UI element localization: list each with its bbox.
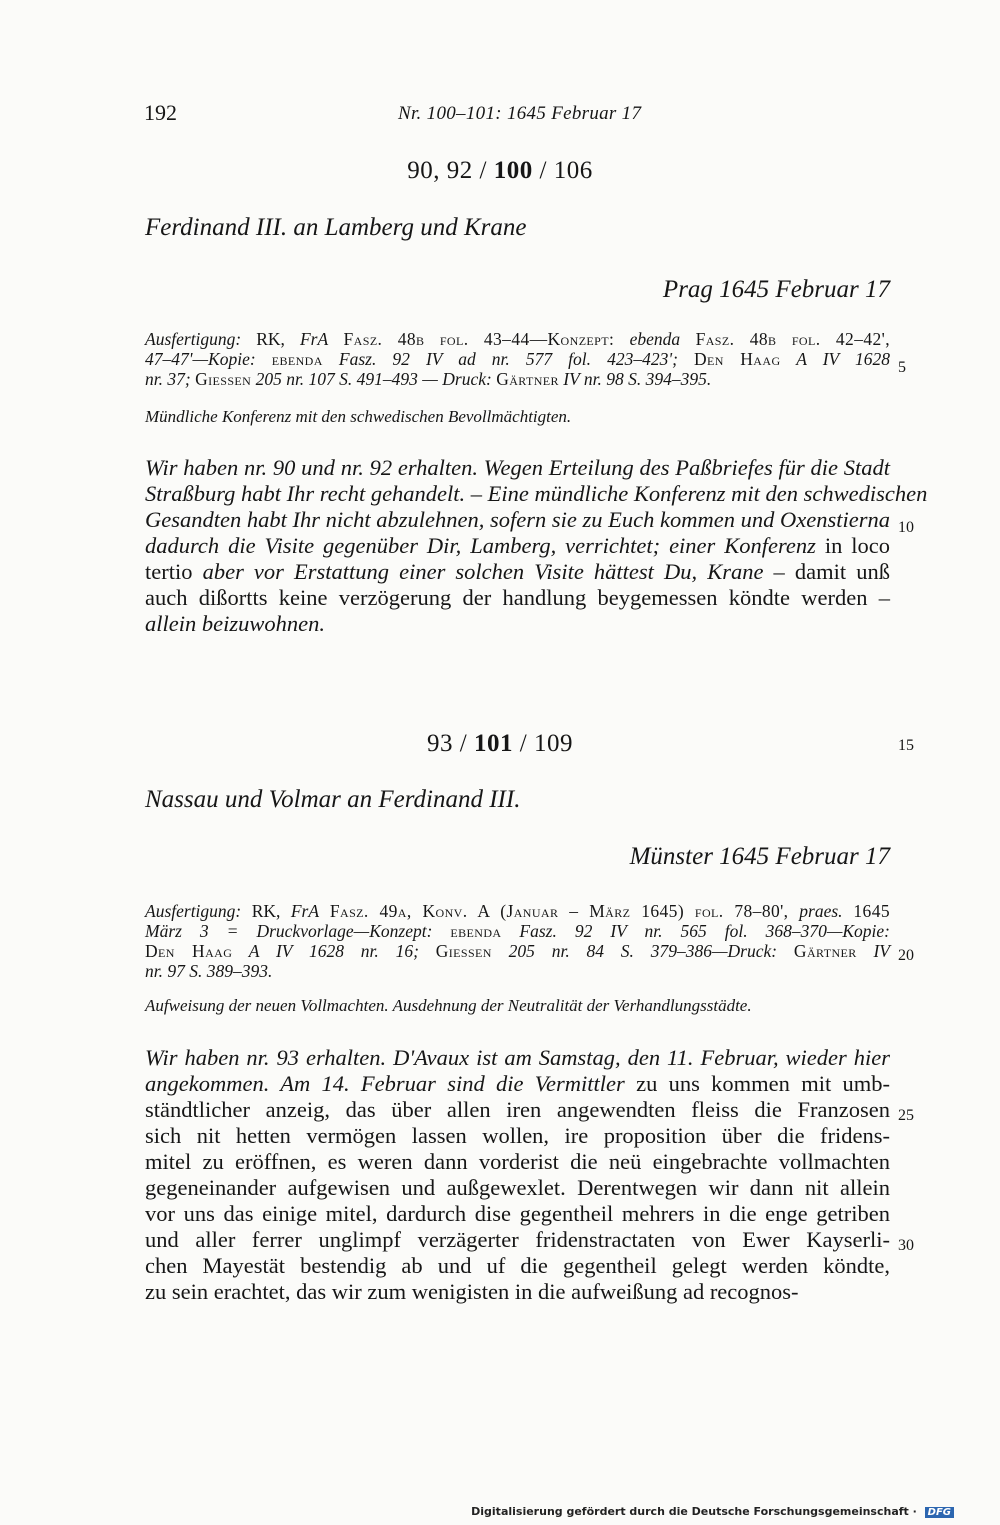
source-segment: FrA — [299, 329, 329, 349]
body-segment: in loco — [815, 533, 890, 558]
source-segment: Fasz. 92 IV nr. 565 fol. 368–370—Kopie: — [501, 921, 891, 941]
doc-prev-ref: 90, 92 — [407, 157, 473, 184]
body-segment: gegeneinander aufgewisen und außgewexlet. Derentwegen wir dann nit allein — [145, 1175, 890, 1200]
dfg-logo: DFG — [925, 1507, 954, 1518]
source-segment: Gärtner — [496, 369, 559, 389]
source-line — [145, 901, 890, 921]
body-segment: mitel zu eröffnen, es weren dann vorderist die neü eingebrachte vollmachten — [145, 1149, 890, 1174]
body-line — [145, 559, 890, 585]
place-date: Prag 1645 Februar 17 — [662, 276, 890, 303]
document-number-101 — [0, 730, 1000, 758]
funding-footer: Digitalisierung gefördert durch die Deutsche Forschungsgemeinschaft · DFG — [471, 1505, 954, 1518]
summary-line: Aufweisung der neuen Vollmachten. Ausdehnung der Neutralität der Verhandlungsstädte. — [145, 996, 752, 1015]
place-date: Münster 1645 Februar 17 — [629, 843, 890, 870]
source-segment: IV — [856, 941, 890, 961]
source-line — [145, 329, 890, 349]
doc-main-number: 101 — [474, 730, 513, 757]
body-line — [145, 585, 890, 611]
body-line — [145, 481, 928, 507]
body-segment: dadurch die Visite gegenüber Dir, Lamberg, verrichtet; einer Konferenz — [145, 533, 816, 558]
source-apparatus — [145, 901, 890, 981]
source-segment: 47–47'—Kopie: — [145, 349, 272, 369]
body-line — [145, 1253, 890, 1279]
source-line — [145, 961, 890, 981]
body-line — [145, 1175, 890, 1201]
body-line — [145, 1071, 890, 1097]
body-segment: auch dißortts keine verzögerung der handlung beygemessen köndte werden – — [145, 585, 890, 610]
source-segment: Gärtner — [793, 941, 857, 961]
source-segment: ebenda — [629, 329, 681, 349]
source-segment: FrA — [290, 901, 320, 921]
source-segment: 205 nr. 107 S. 491–493 — Druck: — [251, 369, 497, 389]
line-number: 5 — [898, 359, 906, 376]
body-line — [145, 611, 890, 637]
source-line — [145, 941, 890, 961]
source-segment: 1645 — [842, 901, 891, 921]
source-segment: praes. — [799, 901, 843, 921]
body-segment: zu uns kommen mit umb- — [624, 1071, 890, 1096]
doc-next-ref: 109 — [533, 730, 573, 757]
body-segment: allein beizuwohnen. — [145, 611, 325, 636]
source-segment: A IV 1628 — [780, 349, 890, 369]
body-segment: tertio — [145, 559, 203, 584]
source-segment: A IV 1628 nr. 16; — [232, 941, 436, 961]
source-segment: IV nr. 98 S. 394–395. — [558, 369, 712, 389]
doc-main-number: 100 — [493, 157, 533, 184]
body-line — [145, 1123, 890, 1149]
source-line — [145, 349, 890, 369]
document-heading: Nassau und Volmar an Ferdinand III. — [145, 786, 521, 813]
source-segment: Den Haag — [145, 941, 233, 961]
source-segment: RK, — [251, 901, 291, 921]
source-segment: Fasz. 48b fol. 42–42', — [680, 329, 890, 349]
source-segment: nr. 37; — [145, 369, 196, 389]
source-segment: Fasz. 92 IV ad nr. 577 fol. 423–423'; — [322, 349, 694, 369]
line-number: 15 — [898, 737, 914, 754]
source-apparatus — [145, 329, 890, 389]
document-number-100 — [0, 157, 1000, 185]
body-segment: – damit unß — [763, 559, 890, 584]
doc-separator: / — [479, 157, 487, 184]
running-title: Nr. 100–101: 1645 Februar 17 — [398, 103, 642, 124]
source-segment: nr. 97 S. 389–393. — [145, 961, 273, 981]
body-line — [145, 455, 890, 481]
source-segment: ebenda — [271, 349, 323, 369]
source-segment: RK, — [256, 329, 300, 349]
funding-note: Digitalisierung gefördert durch die Deutsche Forschungsgemeinschaft — [471, 1505, 909, 1518]
body-segment: und aller ferrer unglimpf verzägerter fridenstractaten von Ewer Kayserli- — [145, 1227, 890, 1252]
body-segment: vor uns das einige mitel, dardurch dise gegentheil mehrers in die enge getriben — [145, 1201, 890, 1226]
body-line — [145, 533, 890, 559]
source-segment: Fasz. 49a, Konv. A (Januar – März 1645) fol. 78–80', — [319, 901, 800, 921]
doc-separator: / — [459, 730, 468, 757]
body-line — [145, 1227, 890, 1253]
body-line — [145, 1201, 890, 1227]
page-number: 192 — [144, 100, 177, 125]
body-segment: angekommen. Am 14. Februar sind die Vermittler — [145, 1071, 625, 1096]
doc-separator: / — [519, 730, 528, 757]
source-segment: Ausfertigung: — [145, 329, 257, 349]
body-segment: Gesandten habt Ihr nicht abzulehnen, sofern sie zu Euch kommen und Oxenstierna — [145, 507, 890, 532]
source-segment: Fasz. 48b fol. 43–44—Konzept: — [328, 329, 630, 349]
body-segment: Wir haben nr. 93 erhalten. D'Avaux ist am Samstag, den 11. Februar, wieder hier — [145, 1045, 890, 1070]
body-line — [145, 507, 890, 533]
body-segment: aber vor Erstattung einer solchen Visite hättest Du, Krane — [202, 559, 764, 584]
document-heading: Ferdinand III. an Lamberg und Krane — [145, 214, 527, 241]
body-segment: zu sein erachtet, das wir zum wenigisten in die aufweißung ad recognos- — [145, 1279, 799, 1304]
doc-prev-ref: 93 — [427, 730, 454, 757]
body-line — [145, 1279, 890, 1305]
source-segment: 205 nr. 84 S. 379–386—Druck: — [491, 941, 794, 961]
summary-line: Mündliche Konferenz mit den schwedischen Bevollmächtigten. — [145, 407, 572, 426]
line-number: 20 — [898, 947, 914, 964]
doc-separator: / — [539, 157, 547, 184]
line-number: 10 — [898, 519, 914, 536]
body-segment: chen Mayestät bestendig ab und uf die gegentheil gelegt werden köndte, — [145, 1253, 890, 1278]
document-body-text — [145, 1045, 890, 1305]
doc-next-ref: 106 — [553, 157, 593, 184]
body-segment: Wir haben nr. 90 und nr. 92 erhalten. Wegen Erteilung des Paßbriefes für die Stadt — [145, 455, 890, 480]
line-number: 30 — [898, 1237, 914, 1254]
source-line — [145, 369, 890, 389]
source-segment: Ausfertigung: — [145, 901, 252, 921]
body-line — [145, 1097, 890, 1123]
source-segment: Giessen — [195, 369, 252, 389]
body-line — [145, 1149, 890, 1175]
body-segment: sich nit hetten vermögen lassen wollen, ire proposition über die fridens- — [145, 1123, 890, 1148]
line-number: 25 — [898, 1107, 914, 1124]
source-segment: Giessen — [435, 941, 492, 961]
source-line — [145, 921, 890, 941]
source-segment: ebenda — [450, 921, 502, 941]
body-segment: ständtlicher anzeig, das über allen iren angewendten fleiss die Franzosen — [145, 1097, 890, 1122]
source-segment: Den Haag — [693, 349, 781, 369]
body-line — [145, 1045, 890, 1071]
source-segment: März 3 = Druckvorlage—Konzept: — [145, 921, 451, 941]
body-segment: Straßburg habt Ihr recht gehandelt. – Eine mündliche Konferenz mit den schwedischen — [145, 481, 928, 506]
